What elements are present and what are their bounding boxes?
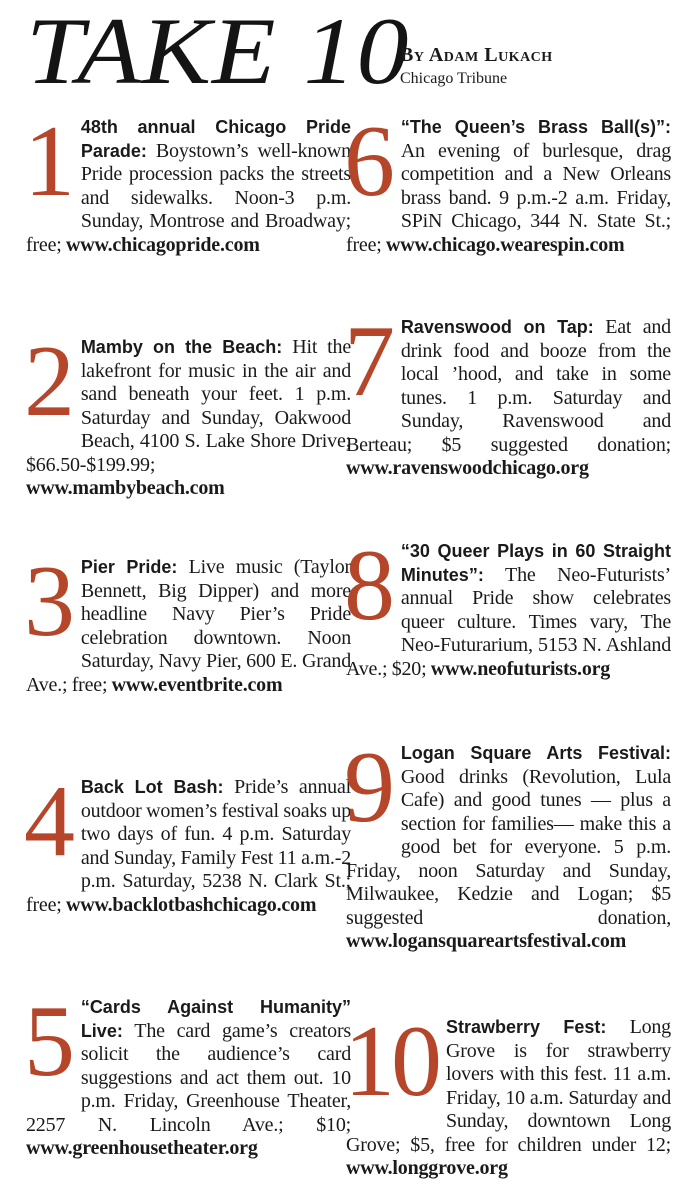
item-number: 2 [24, 325, 75, 438]
item-number: 3 [24, 545, 75, 658]
item-url: www.chicago.wearespin.com [385, 233, 625, 256]
item-body: Good drinks (Revolution, Lula Cafe) and good tunes — plus a section for families— make this a good bet for everyone. 5 p.m. Friday, noon Saturday and Sunday, Milwaukee, Kedzie and Logan; $5 suggested donation, [346, 765, 671, 929]
list-item-7 [344, 305, 671, 481]
item-body: Long Grove is for strawberry lovers with this fest. 11 a.m. Friday, 10 a.m. Saturday and Sunday, downtown Long Grove; $5, free for children under 12; [346, 1016, 671, 1156]
item-number: 10 [344, 1005, 438, 1118]
item-body: Live music (Taylor Bennett, Big Dipper) and more headline Navy Pier’s Pride celebration downtown. Noon Saturday, Navy Pier, 600 E. Grand Ave.; free; [26, 556, 351, 696]
item-url: www.neofuturists.org [430, 657, 611, 680]
item-url: www.backlotbashchicago.com [65, 893, 317, 916]
source-credit: Chicago Tribune [400, 70, 508, 87]
item-body: Eat and drink food and booze from the local ’hood, and take in some tunes. 1 p.m. Saturday and Sunday, Ravenswood and Berteau; $5 suggested donation; [346, 316, 671, 456]
page-title: TAKE 10 [26, 0, 410, 105]
item-number: 7 [344, 305, 395, 418]
list-item-6 [344, 105, 671, 257]
item-heading: Logan Square Arts Festival: [400, 743, 671, 763]
list-item-3 [24, 545, 351, 697]
item-heading: Back Lot Bash: [80, 777, 224, 797]
item-number: 8 [344, 529, 395, 642]
item-number: 9 [344, 731, 395, 844]
item-heading: Ravenswood on Tap: [400, 317, 594, 337]
item-url: www.chicagopride.com [65, 233, 260, 256]
item-body: The card game’s creators solicit the audience’s card suggestions and act them out. 10 p.m. Friday, Greenhouse Theater, 2257 N. Lincoln Ave.; $10; [26, 1019, 351, 1136]
item-heading: Strawberry Fest: [446, 1017, 607, 1037]
item-heading: 48th annual Chicago Pride Parade: [80, 117, 351, 161]
item-heading: “The Queen’s Brass Ball(s)”: [400, 117, 671, 137]
list-item-8 [344, 529, 671, 681]
list-item-4 [24, 765, 351, 917]
item-url: www.logansquareartsfestival.com [346, 930, 627, 952]
item-number: 1 [24, 105, 75, 218]
item-url: www.ravenswoodchicago.org [346, 457, 589, 479]
item-number: 5 [24, 985, 75, 1098]
list-item-9 [344, 731, 671, 954]
item-heading: “30 Queer Plays in 60 Straight Minutes”: [400, 541, 671, 585]
item-number: 4 [24, 765, 75, 878]
list-item-5 [24, 985, 351, 1161]
item-url: www.longgrove.org [346, 1157, 508, 1179]
item-url: www.mambybeach.com [26, 477, 225, 499]
item-heading: “Cards Against Humanity” Live: [80, 997, 351, 1041]
item-body: Boystown’s well-known Pride procession packs the streets and sidewalks. Noon-3 p.m. Sunday, Montrose and Broadway; free; [26, 139, 351, 256]
item-heading: Pier Pride: [80, 557, 178, 577]
item-body: Pride’s annual outdoor women’s festival soaks up two days of fun. 4 p.m. Saturday and Sunday, Family Fest 11 a.m.-2 p.m. Saturday, 5238 N. Clark St.; free; [26, 776, 351, 916]
list-item-10 [344, 1005, 671, 1181]
item-url: www.eventbrite.com [111, 673, 283, 696]
item-body: Hit the lakefront for music in the air and sand beneath your feet. 1 p.m. Saturday and Sunday, Oakwood Beach, 4100 S. Lake Shore Drive; $66.50-$199.99; [26, 336, 351, 476]
item-body: An evening of burlesque, drag competition and a New Orleans brass band. 9 p.m.-2 a.m. Friday, SPiN Chicago, 344 N. State St.; free; [346, 139, 671, 256]
item-number: 6 [344, 105, 395, 218]
item-heading: Mamby on the Beach: [80, 337, 283, 357]
list-item-1 [24, 105, 351, 257]
byline: By Adam Lukach [400, 44, 553, 66]
item-url: www.greenhousetheater.org [26, 1137, 258, 1159]
item-body: The Neo-Futurists’ annual Pride show celebrates queer culture. Times vary, The Neo-Futurarium, 5153 N. Ashland Ave.; $20; [346, 563, 671, 680]
list-item-2 [24, 325, 351, 501]
